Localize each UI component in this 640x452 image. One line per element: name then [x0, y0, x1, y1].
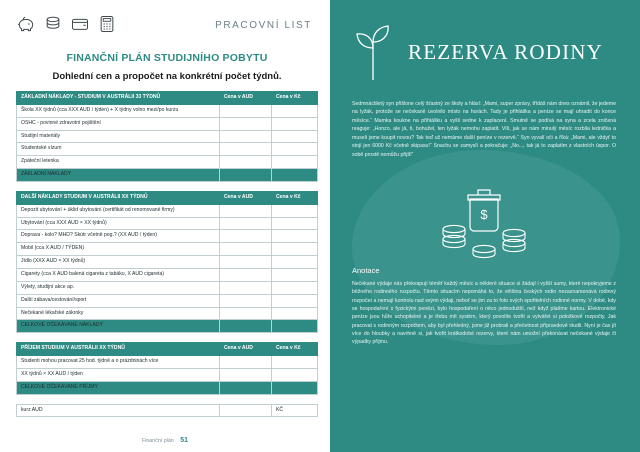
total-aud[interactable] — [220, 381, 272, 394]
table-row — [17, 294, 318, 307]
cell-aud[interactable] — [220, 368, 272, 381]
table-header-title: PŘÍJEM STUDIUM V AUSTRÁLII XX TÝDNŮ — [17, 343, 220, 356]
table-row — [17, 268, 318, 281]
total-kc[interactable] — [272, 320, 318, 333]
cell-kc[interactable] — [272, 130, 318, 143]
table-total-band — [17, 169, 318, 182]
row-label: Studentské vízum — [17, 143, 220, 156]
cell-aud[interactable] — [220, 156, 272, 169]
table-row — [17, 230, 318, 243]
row-label: Cigarety (cca X AUD balená cigareta z tabáku, X AUD cigaretа) — [17, 268, 220, 281]
table-row — [17, 204, 318, 217]
chapter-paragraph: Sedmnáctiletý syn přišlone celý šťastný ze školy a hlásí: „Mami, super zprávy, třídáš nám dnes oznámil, že jedeme na lyžák, protože se nečekaně uvolnilo místo na horách. Tady je přihláška a peníze se mají uhradit do konce měsíce.“ Mamka koukne na přihlášku a vyšli sedne k zaplacení. Smutně se podívá na syna a zcela zničená reaguje: „Honzo, ale já, ti, bohužel, ten lyžák nemohu zaplatit. Víš, jak se nám minulý měsíc rozbila lednička a museli jsme koupit novou? Tak teď už nemáme další peníze v rezervě.“ Syn vyvalí oči a říká: „Mami, ale vždyť to stojí jen 6000 Kč včetně skipasu!“ Snachu se zamyslí a pokračuje: „No..., tak já to zaplatím z vlastních úspor. O sobě prostě nemůžu přijít!“ — [352, 101, 616, 158]
svg-text:$: $ — [480, 206, 488, 222]
column-header-aud: Cena v AUD — [220, 343, 272, 356]
cell-kc[interactable] — [272, 204, 318, 217]
table-row — [17, 130, 318, 143]
icon-row — [16, 14, 117, 34]
annotation-title: Anotace — [352, 265, 380, 275]
total-aud[interactable] — [220, 169, 272, 182]
title-block — [16, 52, 318, 82]
table-row — [17, 143, 318, 156]
table-row — [17, 281, 318, 294]
money-jar-coins-icon — [424, 165, 544, 260]
right-page — [330, 0, 640, 452]
calculator-icon — [97, 14, 117, 34]
cell-aud[interactable] — [220, 268, 272, 281]
table-row — [17, 156, 318, 169]
table-row — [17, 217, 318, 230]
wallet-icon — [70, 14, 90, 34]
plant-sprout-icon — [352, 22, 394, 82]
page-number: 51 — [180, 437, 189, 444]
total-kc[interactable] — [272, 381, 318, 394]
cell-aud[interactable] — [220, 256, 272, 269]
row-label: Zpáteční letenka — [17, 156, 220, 169]
cell-aud[interactable] — [220, 243, 272, 256]
page-subtitle: Dohlední cen a propočet na konkrétní počet týdnů. — [52, 71, 282, 82]
row-label: Další zábava/cestování/sport — [17, 294, 220, 307]
chapter-title: REZERVA RODINY — [408, 39, 603, 64]
table-row — [17, 368, 318, 381]
row-label: Doprava - kolo? MHD? Skútr včetně pog.? (XX AUD / týden) — [17, 230, 220, 243]
row-label: kurz AUD — [17, 404, 220, 417]
table-header-title: DALŠÍ NÁKLADY STUDIUM V AUSTRÁLII XX TÝDNŮ — [17, 191, 220, 204]
cell-kc[interactable] — [272, 268, 318, 281]
cell-kc[interactable] — [272, 256, 318, 269]
cell-aud[interactable] — [220, 404, 272, 417]
total-label: CELKOVÉ OČEKÁVANÉ PŘÍJMY — [17, 381, 220, 394]
page-title: FINANČNÍ PLÁN STUDIJNÍHO POBYTU — [66, 52, 268, 64]
column-header-kc: Cena v Kč — [272, 92, 318, 105]
cell-kc[interactable] — [272, 281, 318, 294]
cell-kc[interactable] — [272, 156, 318, 169]
page-footer — [0, 437, 330, 444]
column-header-kc: Cena v Kč — [272, 191, 318, 204]
column-header-aud: Cena v AUD — [220, 92, 272, 105]
costs-table-basic — [16, 91, 318, 182]
table-row — [17, 104, 318, 117]
cell-aud[interactable] — [220, 204, 272, 217]
row-label: XX týdnů × XX AUD / týden — [17, 368, 220, 381]
cell-aud[interactable] — [220, 117, 272, 130]
table-header-row — [17, 191, 318, 204]
row-label: Ubytování (cca XXX AUD × XX týdnů) — [17, 217, 220, 230]
cell-kc[interactable] — [272, 143, 318, 156]
table-total-band — [17, 381, 318, 394]
cell-kc[interactable] — [272, 243, 318, 256]
table-total-band — [17, 320, 318, 333]
annotation-text: Nečekané výdaje nás překvapují téměř každý měsíc a některé situace si žádají i vyšší sumy, které nepokryjeme z běžného rodinného rozpočtu. Těmto situacím nepomáhá to, že většina českých rodin nezaznamenává rodinný rozpočet a nemají kontrolu nad svými výdaji, neboť se jim za to foto svých spořitelních rodinné normy. V době, kdy se hospodaření s fyzickými penězi, bylo hospodaření o něco jednodušší, než když platíme kartou. Elektronické peníze jsou hůře uchopitelné a je třeba mít systém, který povolíte tvořit a vytvářet si položkové rozpočty. Jak pracovat s rodinným rozpočtem, aby byl přehledný, jsme již probrali a přečetnost přípravdové studii. Nyní je čas jít více do hloubky a navrhně si, jak tvořit krátkodobé rezervy, které nám umožní překonávat nečekané výdaje či výpadky příjmu. — [352, 280, 616, 346]
cell-aud[interactable] — [220, 217, 272, 230]
costs-table-additional — [16, 191, 318, 333]
table-row — [17, 404, 318, 417]
row-label: OSHC - povinné zdravotní pojištění — [17, 117, 220, 130]
row-label: Nečekané lékařské zákroky — [17, 307, 220, 320]
cell-kc-unit[interactable]: KČ — [272, 404, 318, 417]
total-label: ZÁKLADNÍ NÁKLADY — [17, 169, 220, 182]
footer-label: Finanční plán — [141, 438, 174, 444]
cell-aud[interactable] — [220, 294, 272, 307]
table-row — [17, 307, 318, 320]
table-row — [17, 256, 318, 269]
cell-aud[interactable] — [220, 356, 272, 369]
cell-kc[interactable] — [272, 294, 318, 307]
total-aud[interactable] — [220, 320, 272, 333]
cell-kc[interactable] — [272, 117, 318, 130]
exchange-rate-table — [16, 404, 318, 418]
cell-aud[interactable] — [220, 307, 272, 320]
cell-kc[interactable] — [272, 230, 318, 243]
cell-aud[interactable] — [220, 130, 272, 143]
total-kc[interactable] — [272, 169, 318, 182]
table-header-row — [17, 92, 318, 105]
income-table — [16, 342, 318, 394]
table-row — [17, 356, 318, 369]
cell-aud[interactable] — [220, 230, 272, 243]
row-label: Výlety, studijní akce ap. — [17, 281, 220, 294]
cell-kc[interactable] — [272, 368, 318, 381]
table-row — [17, 243, 318, 256]
cell-kc[interactable] — [272, 356, 318, 369]
table-header-row — [17, 343, 318, 356]
table-row — [17, 117, 318, 130]
cell-aud[interactable] — [220, 281, 272, 294]
column-header-kc: Cena v Kč — [272, 343, 318, 356]
left-page-header — [16, 14, 318, 48]
column-header-aud: Cena v AUD — [220, 191, 272, 204]
row-label: Studenti mohou pracovat 25 hod. týdně a o prázdninách více — [17, 356, 220, 369]
row-label: Depozit ubytování + úklid ubytování (certifikát od renomované firmy) — [17, 204, 220, 217]
table-header-title: ZÁKLADNÍ NÁKLADY - STUDIUM V AUSTRÁLII 33 TÝDNŮ — [17, 92, 220, 105]
row-label: Studijní materiály — [17, 130, 220, 143]
cell-kc[interactable] — [272, 104, 318, 117]
cell-kc[interactable] — [272, 217, 318, 230]
row-label: Jídlo (XXX AUD × XX týdnů) — [17, 256, 220, 269]
piggy-bank-icon — [16, 14, 36, 34]
total-label: CELKOVÉ OČEKÁVANÉ NÁKLADY — [17, 320, 220, 333]
right-page-header — [352, 22, 616, 82]
cell-aud[interactable] — [220, 143, 272, 156]
worksheet-label: PRACOVNÍ LIST — [215, 20, 312, 31]
cell-kc[interactable] — [272, 307, 318, 320]
cell-aud[interactable] — [220, 104, 272, 117]
row-label: Škola XX týdnů (cca XXX AUD / týden) + X týdny volno mezi/po kurzu — [17, 104, 220, 117]
coins-stack-icon — [43, 14, 63, 34]
row-label: Mobil (cca X AUD / TÝDEN) — [17, 243, 220, 256]
